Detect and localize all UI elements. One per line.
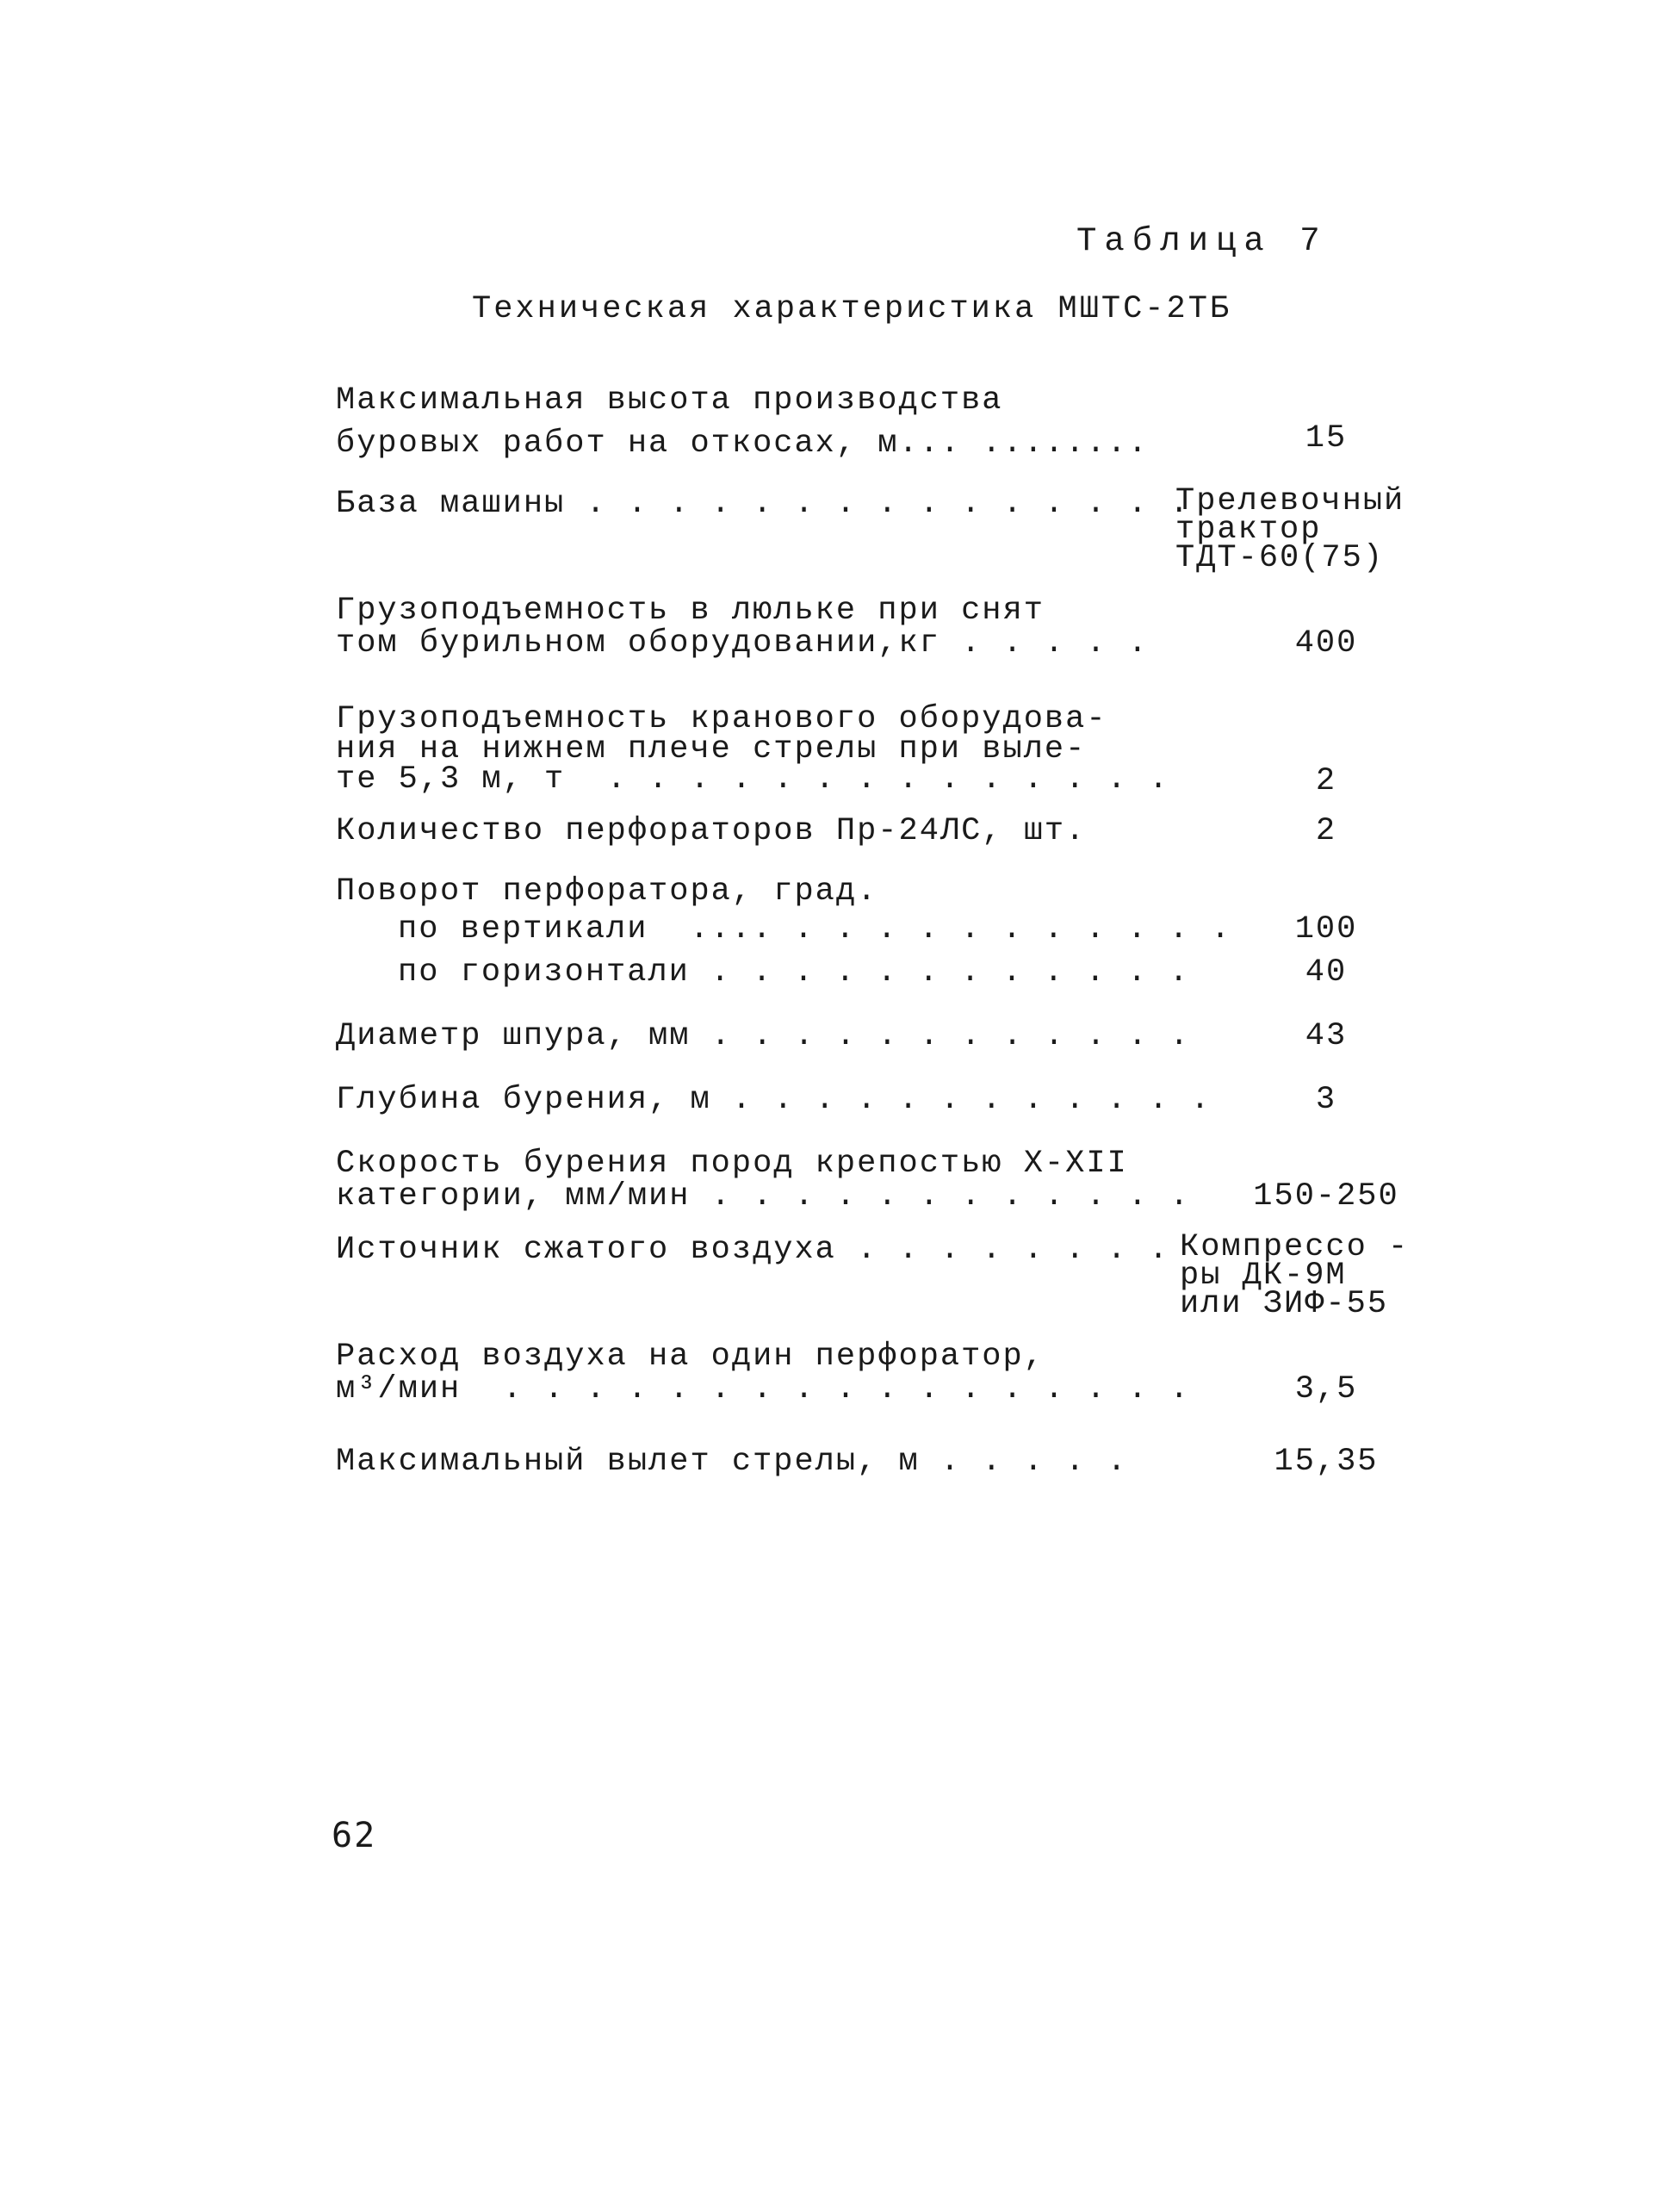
spec-label: Диаметр шпура, мм . . . . . . . . . . . . (336, 1018, 1191, 1054)
spec-value: 3,5 (1294, 1371, 1358, 1407)
spec-value: 2 (1315, 813, 1337, 849)
spec-label: Скорость бурения пород крепостью Х-ХII категории, мм/мин . . . . . . . . . . . . (336, 1146, 1191, 1215)
spec-label: по горизонтали . . . . . . . . . . . . (398, 954, 1190, 991)
spec-value: 40 (1305, 954, 1348, 991)
table-title: Техническая характеристика МШТС-2ТБ (472, 291, 1232, 327)
spec-label: Максимальный вылет стрелы, м . . . . . (336, 1444, 1128, 1480)
spec-value: 100 (1294, 911, 1358, 948)
spec-label: Грузоподъемность в люльке при снят том бурильном оборудовании,кг . . . . . (336, 593, 1149, 662)
spec-value: 15 (1305, 420, 1348, 457)
spec-value: 43 (1305, 1018, 1348, 1054)
spec-value: Компрессо - ры ДК-9М или ЗИФ-55 (1180, 1229, 1410, 1322)
spec-label: Глубина бурения, м . . . . . . . . . . . . (336, 1082, 1212, 1118)
spec-label: по вертикали .... . . . . . . . . . . . (398, 911, 1232, 948)
spec-value: 15,35 (1274, 1444, 1379, 1480)
spec-label: Максимальная высота производства буровых работ на откосах, м... ........ (336, 382, 1149, 462)
spec-label: Источник сжатого воздуха . . . . . . . . (336, 1232, 1170, 1268)
spec-value: 400 (1294, 625, 1358, 662)
table-number-label: Таблица 7 (1076, 222, 1328, 260)
spec-value: 3 (1315, 1082, 1337, 1118)
spec-value: Трелевочный трактор ТДТ-60(75) (1175, 483, 1405, 576)
spec-label: Количество перфораторов Пр-24ЛС, шт. (336, 813, 1087, 849)
spec-label: База машины . . . . . . . . . . . . . . . (336, 486, 1191, 522)
spec-value: 2 (1315, 763, 1337, 799)
spec-label: Поворот перфоратора, град. (336, 873, 878, 910)
spec-value: 150-250 (1253, 1178, 1399, 1215)
spec-label: Грузоподъемность кранового оборудова- ния на нижнем плече стрелы при выле- те 5,3 м, т . . . . . . . . . . . . . . (336, 701, 1170, 798)
spec-label: Расход воздуха на один перфоратор, м³/мин . . . . . . . . . . . . . . . . . (336, 1339, 1191, 1407)
page-number: 62 (332, 1816, 377, 1855)
